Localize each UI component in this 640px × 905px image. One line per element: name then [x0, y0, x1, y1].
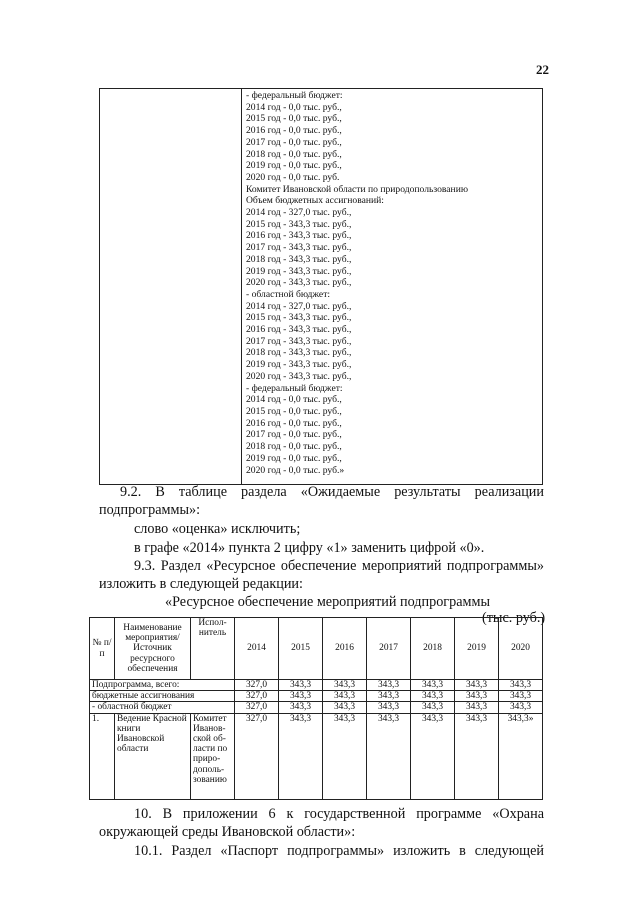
budget-line: 2016 год - 343,3 тыс. руб.,: [246, 324, 352, 336]
budget-line: 2016 год - 0,0 тыс. руб.,: [246, 417, 342, 429]
budget-line: 2020 год - 0,0 тыс. руб.: [246, 171, 340, 183]
budget-lines: [246, 90, 468, 476]
budget-line: 2020 год - 343,3 тыс. руб.,: [246, 277, 352, 289]
cell-value: 343,3: [367, 702, 411, 713]
budget-line: 2015 год - 343,3 тыс. руб.,: [246, 218, 352, 230]
budget-line: 2019 год - 343,3 тыс. руб.,: [246, 265, 352, 277]
item-num: 1.: [90, 713, 115, 799]
header-year: 2019: [455, 618, 499, 680]
cell-value: 343,3: [455, 691, 499, 702]
resource-table-title: «Ресурсное обеспечение мероприятий подпрограммы: [165, 594, 490, 610]
item-executor: Комитет Иванов-ской об-ласти по приро-дополь-зованию: [191, 713, 235, 799]
cell-value: 343,3: [367, 691, 411, 702]
cell-value: 327,0: [235, 713, 279, 799]
budget-line: Комитет Ивановской области по природопользованию: [246, 183, 468, 195]
units-label: (тыс. руб.): [482, 610, 546, 626]
budget-line: 2019 год - 0,0 тыс. руб.,: [246, 452, 342, 464]
header-year: 2018: [411, 618, 455, 680]
header-year: 2017: [367, 618, 411, 680]
budget-line: 2017 год - 0,0 тыс. руб.,: [246, 136, 342, 148]
budget-line: 2014 год - 0,0 тыс. руб.,: [246, 101, 342, 113]
column-divider: [241, 89, 242, 484]
header-year: 2014: [235, 618, 279, 680]
cell-value: 343,3: [411, 680, 455, 691]
table-row: [90, 713, 543, 799]
budget-line: 2017 год - 343,3 тыс. руб.,: [246, 335, 352, 347]
cell-value: 343,3: [279, 680, 323, 691]
cell-value: 343,3: [367, 713, 411, 799]
budget-line: 2019 год - 0,0 тыс. руб.,: [246, 160, 342, 172]
paragraph-10-line1: 10. В приложении 6 к государственной программе «Охрана: [134, 806, 544, 822]
cell-value: 343,3»: [499, 713, 543, 799]
cell-value: 327,0: [235, 702, 279, 713]
cell-value: 327,0: [235, 680, 279, 691]
budget-line: - областной бюджет:: [246, 288, 331, 300]
header-year: 2015: [279, 618, 323, 680]
budget-line: 2018 год - 0,0 тыс. руб.,: [246, 441, 342, 453]
header-year: 2020: [499, 618, 543, 680]
table-row: [90, 680, 543, 691]
budget-line: Объем бюджетных ассигнований:: [246, 195, 384, 207]
budget-line: 2014 год - 327,0 тыс. руб.,: [246, 300, 352, 312]
budget-line: 2018 год - 0,0 тыс. руб.,: [246, 148, 342, 160]
budget-line: - федеральный бюджет:: [246, 382, 343, 394]
cell-value: 343,3: [499, 680, 543, 691]
cell-value: 343,3: [455, 713, 499, 799]
paragraph-9-2-line4: в графе «2014» пункта 2 цифру «1» заменить цифрой «0».: [134, 540, 485, 556]
cell-value: 343,3: [411, 691, 455, 702]
budget-line: 2015 год - 343,3 тыс. руб.,: [246, 312, 352, 324]
page-number: 22: [536, 62, 549, 77]
budget-line: 2016 год - 343,3 тыс. руб.,: [246, 230, 352, 242]
cell-value: 343,3: [499, 691, 543, 702]
cell-value: 343,3: [323, 680, 367, 691]
paragraph-10-1-line1: 10.1. Раздел «Паспорт подпрограммы» изложить в следующей: [134, 843, 544, 859]
cell-value: 343,3: [323, 713, 367, 799]
cell-value: 327,0: [235, 691, 279, 702]
budget-line: 2014 год - 327,0 тыс. руб.,: [246, 207, 352, 219]
row-label: бюджетные ассигнования: [90, 691, 235, 702]
budget-line: 2020 год - 343,3 тыс. руб.,: [246, 370, 352, 382]
paragraph-10-line2: окружающей среды Ивановской области»:: [99, 824, 356, 840]
resource-table: [89, 617, 543, 800]
budget-line: 2020 год - 0,0 тыс. руб.»: [246, 464, 345, 476]
paragraph-9-3-line1: 9.3. Раздел «Ресурсное обеспечение мероприятий подпрограммы»: [134, 558, 544, 574]
paragraph-9-2-line1: 9.2. В таблице раздела «Ожидаемые результаты реализации: [120, 484, 544, 500]
budget-line: 2015 год - 0,0 тыс. руб.,: [246, 113, 342, 125]
header-year: 2016: [323, 618, 367, 680]
paragraph-9-2-line2: подпрограммы»:: [99, 502, 201, 518]
budget-line: 2015 год - 0,0 тыс. руб.,: [246, 405, 342, 417]
table-row: [90, 691, 543, 702]
budget-line: 2014 год - 0,0 тыс. руб.,: [246, 394, 342, 406]
budget-line: 2018 год - 343,3 тыс. руб.,: [246, 253, 352, 265]
budget-line: 2019 год - 343,3 тыс. руб.,: [246, 359, 352, 371]
paragraph-9-2-line3: слово «оценка» исключить;: [134, 521, 301, 537]
budget-line: 2017 год - 343,3 тыс. руб.,: [246, 242, 352, 254]
paragraph-9-3-line2: изложить в следующей редакции:: [99, 576, 303, 592]
budget-line: 2018 год - 343,3 тыс. руб.,: [246, 347, 352, 359]
cell-value: 343,3: [411, 702, 455, 713]
cell-value: 343,3: [323, 691, 367, 702]
cell-value: 343,3: [455, 702, 499, 713]
cell-value: 343,3: [411, 713, 455, 799]
cell-value: 343,3: [367, 680, 411, 691]
budget-continuation-table: [99, 88, 543, 485]
row-label: Подпрограмма, всего:: [90, 680, 235, 691]
cell-value: 343,3: [455, 680, 499, 691]
budget-line: - федеральный бюджет:: [246, 90, 343, 101]
cell-value: 343,3: [279, 702, 323, 713]
table-row: [90, 702, 543, 713]
cell-value: 343,3: [279, 691, 323, 702]
cell-value: 343,3: [499, 702, 543, 713]
budget-line: 2017 год - 0,0 тыс. руб.,: [246, 429, 342, 441]
header-name: Наименование мероприятия/ Источник ресурсного обеспечения: [115, 618, 191, 680]
header-num: № п/п: [90, 618, 115, 680]
item-name: Ведение Красной книги Ивановской области: [115, 713, 191, 799]
row-label: - областной бюджет: [90, 702, 235, 713]
budget-line: 2016 год - 0,0 тыс. руб.,: [246, 125, 342, 137]
header-executor: Испол-нитель: [191, 618, 235, 680]
cell-value: 343,3: [279, 713, 323, 799]
cell-value: 343,3: [323, 702, 367, 713]
